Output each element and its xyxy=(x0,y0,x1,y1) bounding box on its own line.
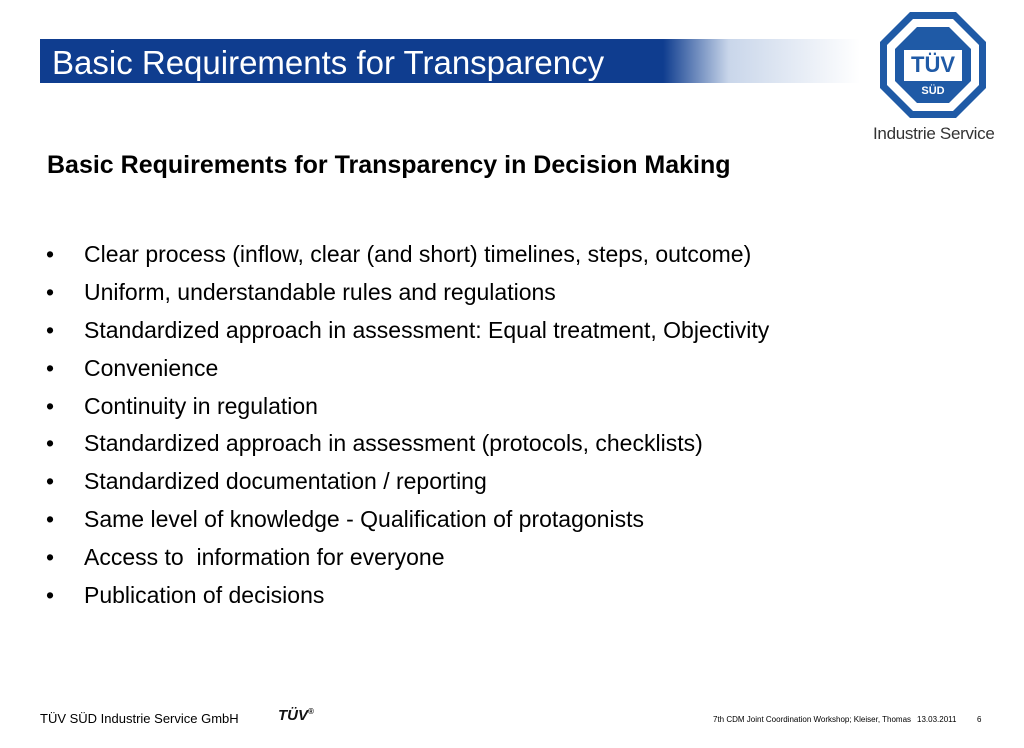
slide-subtitle: Basic Requirements for Transparency in Decision Making xyxy=(47,151,731,179)
logo-caption: Industrie Service xyxy=(873,124,995,143)
bullet-item xyxy=(46,387,769,425)
slide-title: Basic Requirements for Transparency xyxy=(52,44,605,81)
bullet-dot: • xyxy=(46,279,55,306)
bullet-text: Publication of decisions xyxy=(84,581,325,608)
bullet-text: Standardized approach in assessment: Equal treatment, Objectivity xyxy=(84,316,770,343)
bullet-item xyxy=(46,349,769,387)
bullet-item xyxy=(46,501,769,539)
bullet-dot: • xyxy=(46,468,55,495)
bullet-dot: • xyxy=(46,392,55,419)
footer-company: TÜV SÜD Industrie Service GmbH xyxy=(40,711,239,726)
bullet-item xyxy=(46,463,769,501)
bullet-text: Standardized approach in assessment (protocols, checklists) xyxy=(84,430,703,457)
logo-text-sud: SÜD xyxy=(921,85,945,97)
bullet-text: Clear process (inflow, clear (and short) timelines, steps, outcome) xyxy=(84,241,752,268)
bullet-item xyxy=(46,425,769,463)
bullet-dot: • xyxy=(46,505,55,532)
bullet-dot: • xyxy=(46,581,55,608)
bullet-text: Uniform, understandable rules and regulations xyxy=(84,279,556,306)
bullet-list xyxy=(46,236,769,614)
registered-mark: ® xyxy=(308,707,314,716)
bullet-dot: • xyxy=(46,543,55,570)
footer-logo xyxy=(278,707,314,724)
bullet-dot: • xyxy=(46,241,55,268)
bullet-text: Convenience xyxy=(84,354,219,381)
bullet-item xyxy=(46,576,769,614)
bullet-dot: • xyxy=(46,430,55,457)
footer-workshop: 7th CDM Joint Coordination Workshop; Kleiser, Thomas xyxy=(713,715,912,724)
bullet-item xyxy=(46,538,769,576)
bullet-item xyxy=(46,312,769,350)
bullet-text: Continuity in regulation xyxy=(84,392,318,419)
footer-date: 13.03.2011 xyxy=(917,715,957,724)
bullet-text: Standardized documentation / reporting xyxy=(84,468,487,495)
bullet-item xyxy=(46,274,769,312)
bullet-text: Same level of knowledge - Qualification of protagonists xyxy=(84,505,644,532)
bullet-item xyxy=(46,236,769,274)
bullet-dot: • xyxy=(46,354,55,381)
logo-text-tuv: TÜV xyxy=(911,52,955,77)
bullet-dot: • xyxy=(46,316,55,343)
bullet-text: Access to information for everyone xyxy=(84,543,445,570)
page-number: 6 xyxy=(977,715,982,724)
footer-logo-text: TÜV xyxy=(278,707,308,724)
tuv-sud-logo xyxy=(878,10,988,120)
